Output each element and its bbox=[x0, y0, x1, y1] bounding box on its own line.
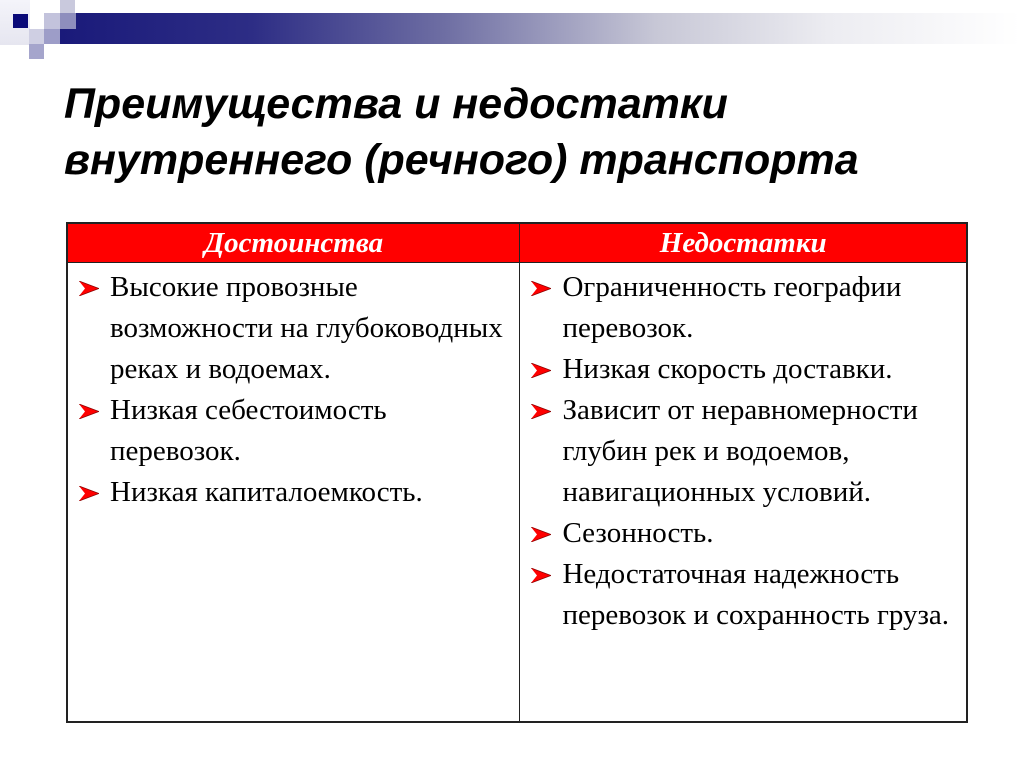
deco-square bbox=[29, 44, 44, 59]
arrow-bullet-icon bbox=[531, 568, 551, 583]
column-header-advantages: Достоинства bbox=[67, 223, 520, 263]
list-item-text: Недостаточная надежность перевозок и сохранность груза. bbox=[562, 558, 950, 631]
list-item-text: Зависит от неравномерности глубин рек и водоемов, навигационных условий. bbox=[562, 394, 918, 508]
column-header-disadvantages: Недостатки bbox=[520, 223, 967, 263]
arrow-bullet-icon bbox=[79, 404, 99, 419]
advantages-cell bbox=[67, 263, 520, 723]
list-item bbox=[528, 349, 960, 390]
list-item-text: Низкая скорость доставки. bbox=[562, 353, 893, 385]
list-item-text: Низкая капиталоемкость. bbox=[110, 476, 423, 508]
disadvantages-list bbox=[528, 267, 960, 636]
arrow-bullet-icon bbox=[531, 281, 551, 296]
list-item bbox=[528, 267, 960, 349]
list-item bbox=[76, 390, 513, 472]
deco-square bbox=[44, 29, 60, 44]
arrow-bullet-icon bbox=[79, 486, 99, 501]
list-item-text: Низкая себестоимость перевозок. bbox=[110, 394, 387, 467]
title-line: внутреннего (речного) транспорта bbox=[64, 136, 859, 184]
arrow-bullet-icon bbox=[79, 281, 99, 296]
list-item-text: Высокие провозные возможности на глубоководных реках и водоемах. bbox=[110, 271, 503, 385]
list-item-text: Ограниченность географии перевозок. bbox=[562, 271, 902, 344]
deco-square bbox=[44, 13, 60, 29]
title-line: Преимущества и недостатки bbox=[64, 80, 728, 128]
table-header-row bbox=[67, 223, 967, 263]
deco-square bbox=[29, 29, 44, 44]
deco-square bbox=[13, 14, 28, 28]
deco-square bbox=[60, 0, 75, 13]
slide-title bbox=[64, 76, 964, 188]
header-gradient-bar bbox=[60, 13, 1020, 44]
list-item-text: Сезонность. bbox=[562, 517, 714, 549]
list-item bbox=[528, 554, 960, 636]
advantages-list bbox=[76, 267, 513, 513]
list-item bbox=[528, 513, 960, 554]
list-item bbox=[76, 472, 513, 513]
deco-square bbox=[60, 13, 76, 29]
list-item bbox=[528, 390, 960, 513]
disadvantages-cell bbox=[520, 263, 967, 723]
arrow-bullet-icon bbox=[531, 404, 551, 419]
table-row bbox=[67, 263, 967, 723]
arrow-bullet-icon bbox=[531, 527, 551, 542]
comparison-table bbox=[66, 222, 968, 723]
list-item bbox=[76, 267, 513, 390]
arrow-bullet-icon bbox=[531, 363, 551, 378]
